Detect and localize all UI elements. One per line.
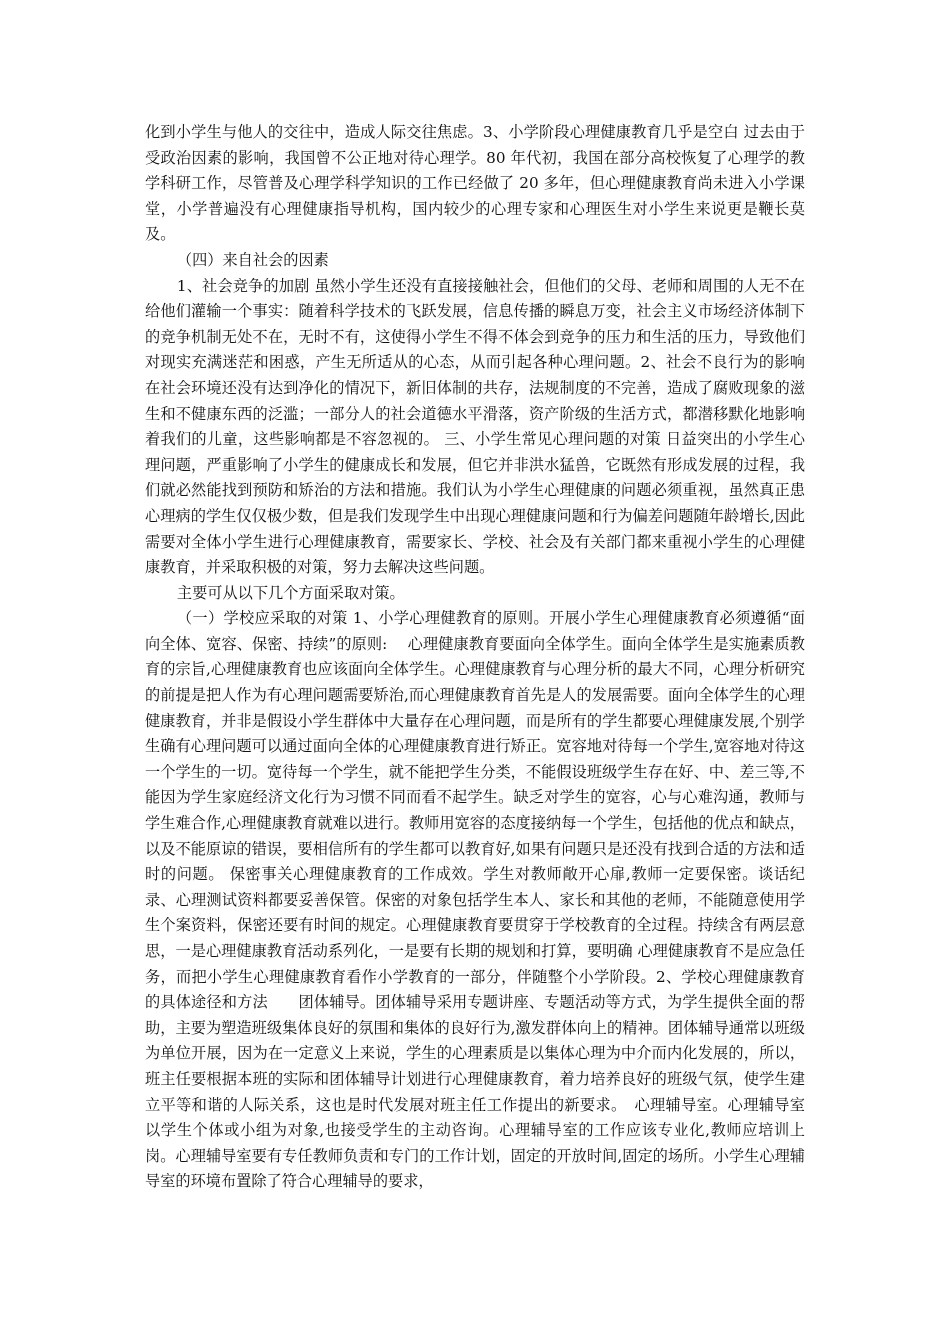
section-heading-social-factors: （四）来自社会的因素 xyxy=(176,250,329,269)
paragraph-countermeasures-intro: 主要可从以下几个方面采取对策。 xyxy=(176,583,405,602)
paragraph-school-countermeasures: （一）学校应采取的对策 1、小学心理健教育的原则。开展小学生心理健康教育必须遵循“面向全体、宽容、保密、持续”的原则: 心理健康教育要面向全体学生。面向全体学生是实施素质教育的宗旨,心理健康教育也应该面向全体学生。心理健康教育与心理分析的最大不同，心理分析研究的前提是把人作为有心理问题需要矫治,而心理健康教育首先是人的发展需要。面向全体学生的心理健康教育，并非是假设小学生群体中大量存在心理问题，而是所有的学生都要心理健康发展,个别学生确有心理问题可以通过面向全体的心理健康教育进行矫正。宽容地对待每一个学生,宽容地对待这一个学生的一切。宽待每一个学生，就不能把学生分类，不能假设班级学生存在好、中、差三等,不能因为学生家庭经济文化行为习惯不同而看不起学生。缺乏对学生的宽容，心与心难沟通，教师与学生难合作,心理健康教育就难以进行。教师用宽容的态度接纳每一个学生，包括他的优点和缺点，以及不能原谅的错误，要相信所有的学生都可以教育好,如果有问题只是还没有找到合适的方法和适时的问题。 保密事关心理健康教育的工作成效。学生对教师敞开心扉,教师一定要保密。谈话纪录、心理测试资料都要妥善保管。保密的对象包括学生本人、家长和其他的老师，不能随意使用学生个案资料，保密还要有时间的规定。心理健康教育要贯穿于学校教育的全过程。持续含有两层意思，一是心理健康教育活动系列化，一是要有长期的规划和打算，要明确 心理健康教育不是应急任务，而把小学生心理健康教育看作小学教育的一部分，伴随整个小学阶段。2、学校心理健康教育的具体途径和方法 团体辅导。团体辅导采用专题讲座、专题活动等方式，为学生提供全面的帮助，主要为塑造班级集体良好的氛围和集体的良好行为,激发群体向上的精神。团体辅导通常以班级为单位开展，因为在一定意义上来说，学生的心理素质是以集体心理为中介而内化发展的，所以，班主任要根据本班的实际和团体辅导计划进行心理健康教育，着力培养良好的班级气氛，使学生建立平等和谐的人际关系，这也是时代发展对班主任工作提出的新要求。 心理辅导室。心理辅导室以学生个体或小组为对象,也接受学生的主动咨询。心理辅导室的工作应该专业化,教师应培训上岗。心理辅导室要有专任教师负责和专门的工作计划，固定的开放时间,固定的场所。小学生心理辅导室的环境布置除了符合心理辅导的要求， xyxy=(145,609,805,1191)
paragraph-social-competition: 1、社会竞争的加剧 虽然小学生还没有直接接触社会，但他们的父母、老师和周围的人无不在给他们灌输一个事实：随着科学技术的飞跃发展，信息传播的瞬息万变，社会主义市场经济体制下的竞争机制无处不在，无时不有，这使得小学生不得不体会到竞争的压力和生活的压力，导致他们对现实充满迷茫和困惑，产生无所适从的心态，从而引起各种心理问题。2、社会不良行为的影响 在社会环境还没有达到净化的情况下，新旧体制的共存，法规制度的不完善，造成了腐败现象的滋生和不健康东西的泛滥；一部分人的社会道德水平滑落，资产阶级的生活方式，都潜移默化地影响着我们的儿童，这些影响都是不容忽视的。 三、小学生常见心理问题的对策 日益突出的小学生心理问题，严重影响了小学生的健康成长和发展，但它并非洪水猛兽，它既然有形成发展的过程，我们就必然能找到预防和矫治的方法和措施。我们认为小学生心理健康的问题必须重视，虽然真正患心理病的学生仅仅极少数，但是我们发现学生中出现心理健康问题和行为偏差问题随年龄增长,因此需要对全体小学生进行心理健康教育，需要家长、学校、社会及有关部门都来重视小学生的心理健康教育，并采取积极的对策，努力去解决这些问题。 xyxy=(145,276,805,577)
document-page xyxy=(145,120,805,1195)
paragraph-continuation: 化到小学生与他人的交往中，造成人际交往焦虑。3、小学阶段心理健康教育几乎是空白 过去由于受政治因素的影响，我国曾不公正地对待心理学。80 年代初，我国在部分高校恢复了心理学的教学科研工作，尽管普及心理学科学知识的工作已经做了 20 多年，但心理健康教育尚未进入小学课堂，小学普遍没有心理健康指导机构，国内较少的心理专家和心理医生对小学生来说更是鞭长莫及。 xyxy=(145,123,805,244)
